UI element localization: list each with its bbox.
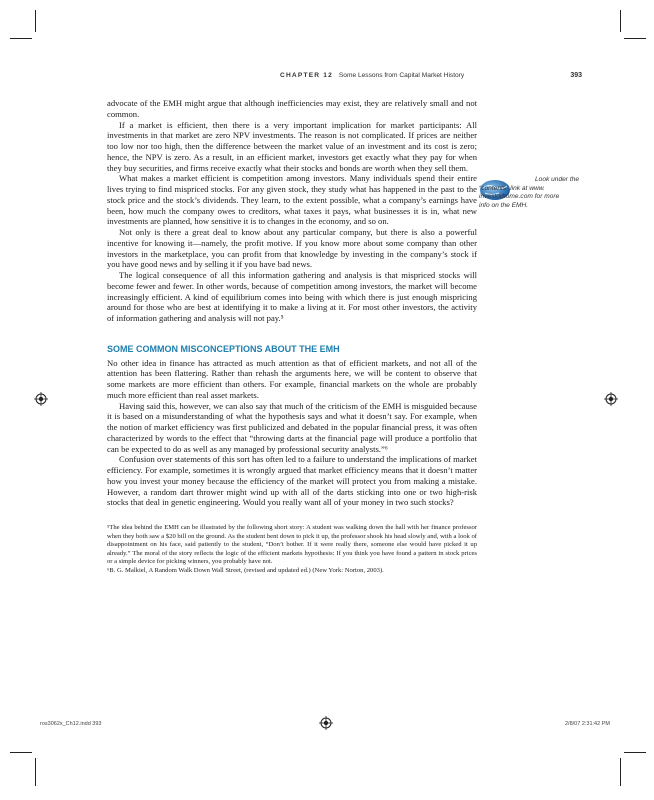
chapter-title: Some Lessons from Capital Market History [338,72,465,79]
crop-mark [35,758,36,786]
paragraph: If a market is efficient, then there is a very important implication for market participants: All investments in that market are zero NPV investments. The reason is not complicated. If prices are neither too low nor too high, then the difference between the market value of an investment and its cost is zero; hence, the NPV is zero. As a result, in an efficient market, investors get exactly what they pay for when they buy securities, and firms receive exactly what their stocks and bonds are worth when they sell them. [107,119,477,173]
paragraph: No other idea in finance has attracted as much attention as that of efficient markets, and not all of the attention has been flattering. Rather than rehash the arguments here, we will be content to observe that some markets are more efficient than others. For example, financial markets on the whole are probably much more efficient than real asset markets. [107,357,477,400]
paragraph: The logical consequence of all this information gathering and analysis is that mispriced stocks will become fewer and fewer. In other words, because of competition among investors, the market will become increasingly efficient. A kind of equilibrium comes into being with which there is just enough mispricing around for those who are best at identifying it to make a living at it. For most other investors, the activity of information gathering and analysis will not pay.⁵ [107,270,477,323]
chapter-label: CHAPTER 12 [280,72,334,79]
crop-mark [620,758,621,786]
margin-note-line: Look under the [535,176,579,183]
paragraph: advocate of the EMH might argue that although inefficiencies may exist, they are relatively small and not common. [107,98,477,119]
crop-mark [35,10,36,32]
registration-mark-icon [34,392,48,406]
margin-note-line: “contents” link at www. [479,184,545,192]
paragraph: What makes a market efficient is competition among investors. Many individuals spend their entire lives trying to find mispriced stocks. For any given stock, they study what has happened in the past to the stock price and the stock’s dividends. They learn, to the extent possible, what a company’s earnings have been, how much the company owes to creditors, what taxes it pays, what businesses it is in, what new investments are planned, how sensitive it is to changes in the economy, and so on. [107,173,477,227]
footnote: ⁶B. G. Malkiel, A Random Walk Down Wall Street, (revised and updated ed.) (New York: Norton, 2003). [107,566,384,574]
margin-note-line: info on the EMH. [479,201,529,209]
page-number: 393 [570,72,582,79]
crop-mark [10,38,32,39]
crop-mark [10,752,32,753]
running-header [280,72,582,79]
body-text [107,98,477,576]
section-heading: SOME COMMON MISCONCEPTIONS ABOUT THE EMH [107,343,340,354]
slug-left: ros3062x_Ch12.indd 393 [40,721,102,727]
paragraph: Having said this, however, we can also say that much of the criticism of the EMH is misguided because it is based on a misunderstanding of what the hypothesis says and what it doesn’t say. For example, when the notion of market efficiency was first publicized and debated in the popular financial press, it was often characterized by words to the effect that “throwing darts at the financial page will produce a portfolio that can be expected to do as well as any managed by professional security analysts.”⁶ [107,400,477,454]
margin-note-line: investorhome.com for more [479,193,560,201]
registration-mark-icon [319,716,333,730]
registration-mark-icon [604,392,618,406]
paragraph: Confusion over statements of this sort has often led to a failure to understand the implications of market efficiency. For example, sometimes it is wrongly argued that market efficiency means that it doesn’t matter how you invest your money because the efficiency of the market will protect you from making a mistake. However, a random dart thrower might wind up with all of the darts sticking into one or two high-risk stocks that deal in genetic engineering. Would you really want all of your money in two such stocks? [107,454,477,508]
footnote: ⁵The idea behind the EMH can be illustrated by the following short story: A student was walking down the hall with her finance professor when they both saw a $20 bill on the ground. As the student bent down to pick it up, the professor shook his head slowly and, with a look of disappointment on his face, said patiently to the student, “Don’t bother. If it were really there, someone else would have picked it up already.” The moral of the story reflects the logic of the efficient markets hypothesis: If you think you have found a pattern in stock prices or a simple device for picking winners, you probably have not. [107,524,477,566]
paragraph: Not only is there a great deal to know about any particular company, but there is also a powerful incentive for knowing it—namely, the profit motive. If you know more about some company than other investors in the marketplace, you can profit from that knowledge by investing in the company’s stock if you have good news and by selling it if you have bad news. [107,227,477,270]
footnotes [107,524,477,576]
margin-note [479,176,579,210]
slug-right: 2/8/07 2:31:42 PM [565,721,610,727]
crop-mark [624,752,646,753]
crop-mark [624,38,646,39]
crop-mark [620,10,621,32]
